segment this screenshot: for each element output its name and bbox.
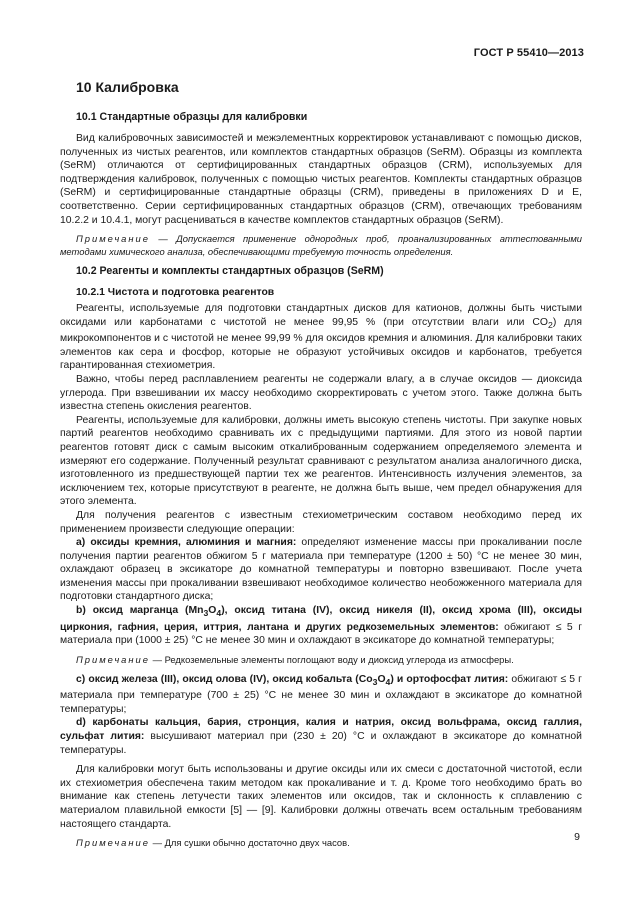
item-c-heading [76, 674, 508, 685]
item-d-text: высушивают материал при (230 ± 20) °С и охлаждают в эксикаторе до комнатной температуры. [60, 730, 582, 756]
note-text: — Редкоземельные элементы поглощают воду и диоксид углерода из атмосферы. [150, 653, 514, 665]
paragraph-operations-intro: Для получения реагентов с известным стехиометрическим составом необходимо перед их применением произвести следующие операции: [60, 509, 582, 535]
page-content [60, 78, 582, 856]
section-10-title: 10 Калибровка [76, 79, 179, 95]
item-b-text: обжигают ≤ 5 г материала при (1000 ± 25) °С не менее 30 мин и охлаждают в эксикаторе до комнатной температуры; [60, 621, 582, 647]
text-part: c) оксид железа (III), оксид олова (IV), оксид кобальта (Co [76, 673, 373, 685]
item-a-text: определяют изменение массы при прокаливании после получения партии реагентов обжигом 5 г материала при температуре (1200 ± 50) °С не менее 30 мин, охлаждают образец в эксикаторе до комнатной температуры и повторно взвешивают. После учета изменения массы при прокаливании взвешивают необходимое количество необожженного материала для подготовки стандартного диска; [60, 537, 582, 603]
note-label: Примечание [76, 653, 150, 665]
note-label: Примечание [76, 837, 150, 849]
note-text: — Для сушки обычно достаточно двух часов. [150, 837, 350, 849]
item-c [60, 673, 582, 717]
paragraph-other-oxides: Для калибровки могут быть использованы и другие оксиды или их смеси с достаточной чистотой, если их стехиометрия обеспечена таким методом как прокаливание и т. д. Кроме того необходимо брать во внимание как степень летучести таких элементов или оксидов, так и склонность к сплавлению с материалом плавильной емкости [5] — [9]. Калибровки должны отвечать всем остальным требованиям настоящего стандарта. [60, 764, 582, 830]
text-part: O [208, 605, 217, 617]
subscript: 4 [216, 608, 222, 619]
paragraph-reagents-purity [60, 302, 582, 373]
note-10-1 [60, 233, 582, 258]
note-drying [60, 837, 582, 850]
subscript: 3 [203, 608, 209, 619]
item-d [60, 716, 582, 757]
text-part: ), оксид титана (IV), оксид никеля (II), оксид хрома (III), оксиды циркония, гафния, церия, иттрия, лантана и других редкоземельных элементов: [60, 605, 582, 633]
subscript: 2 [548, 319, 553, 330]
item-a [60, 536, 582, 604]
paragraph-batches: Реагенты, используемые для калибровки, должны иметь высокую степень чистоты. При закупке новых партий реагентов необходимо сравнивать их с предыдущими партиями. Для этого из новой партии реагентов готовят диск с самым высоким откалиброванным содержанием определяемого элемента и измеряют его содержание. Полученный результат сравнивают с результатом анализа аналогичного диска, изготовленного из предшествующей партии тех же реагентов. Интенсивность излучения элементов, за исключением тех, которые присутствуют в реагенте, не должна быть выше, чем предел обнаружения для этого элемента. [60, 414, 582, 508]
paragraph-moisture: Важно, чтобы перед расплавлением реагенты не содержали влагу, а в случае оксидов — диоксида углерода. При взвешивании их массу необходимо скорректировать с учетом этого. Также должна быть известна степень окисления реагентов. [60, 373, 582, 413]
note-label: Примечание [76, 233, 150, 245]
note-rare-earth [60, 654, 582, 667]
section-10-1-title: 10.1 Стандартные образцы для калибровки [76, 111, 308, 123]
text-part: ) и ортофосфат лития: [390, 673, 509, 685]
item-b [60, 604, 582, 648]
subscript: 4 [385, 676, 391, 687]
item-a-heading: а) оксиды кремния, алюминия и магния: [76, 537, 297, 549]
page-number: 9 [574, 831, 580, 843]
section-10-2-1-title: 10.2.1 Чистота и подготовка реагентов [76, 287, 275, 299]
text-part: b) оксид марганца (Mn [76, 605, 204, 617]
text-part: ) для микрокомпонентов и с чистотой не менее 99,99 % для оксидов кремния и алюминия. Для калибровки таких элементов как сера и фосфор, которые не образуют устойчивых оксидов и карбонатов, требуется гарантированная стехиометрия. [60, 316, 582, 372]
standard-number: ГОСТ Р 55410—2013 [473, 47, 584, 59]
text-part: O [377, 673, 386, 685]
item-d-heading: d) карбонаты кальция, бария, стронция, калия и натрия, оксид вольфрама, оксид галлия, сульфат лития: [60, 717, 582, 742]
item-c-text: обжигают ≤ 5 г материала при температуре (700 ± 25) °С не менее 30 мин и охлаждают в эксикаторе до комнатной температуры; [60, 673, 582, 715]
subscript: 3 [372, 676, 378, 687]
text-part: Реагенты, используемые для подготовки стандартных дисков для катионов, должны быть чистыми оксидами или карбонатами с чистотой не менее 99,95 % (при отсутствии влаги или CO [60, 302, 582, 328]
section-10-2-title: 10.2 Реагенты и комплекты стандартных образцов (SeRM) [76, 265, 384, 278]
note-text: — Допускается применение однородных проб, проанализированных аттестованными методами химического анализа, обеспечивающими требуемую точность определения. [60, 233, 582, 257]
paragraph-10-1: Вид калибровочных зависимостей и межэлементных корректировок устанавливают с помощью дисков, полученных из чистых реагентов, или комплектов стандартных образцов (SeRM). Образцы из комплекта (SeRM) отличаются от сертифицированных стандартных образцов (CRM), используемых для подтверждения калибровок, полученных с помощью чистых реагентов. Комплекты стандартных образцов (SeRM) и сертифицированные стандартные образцы (CRM), приведены в приложениях D и E, соответственно. Серии сертифицированных стандартных образцов (CRM), отвечающих требованиям 10.2.2 и 10.4.1, могут расцениваться в качестве комплектов стандартных образцов (SeRM). [60, 133, 582, 226]
